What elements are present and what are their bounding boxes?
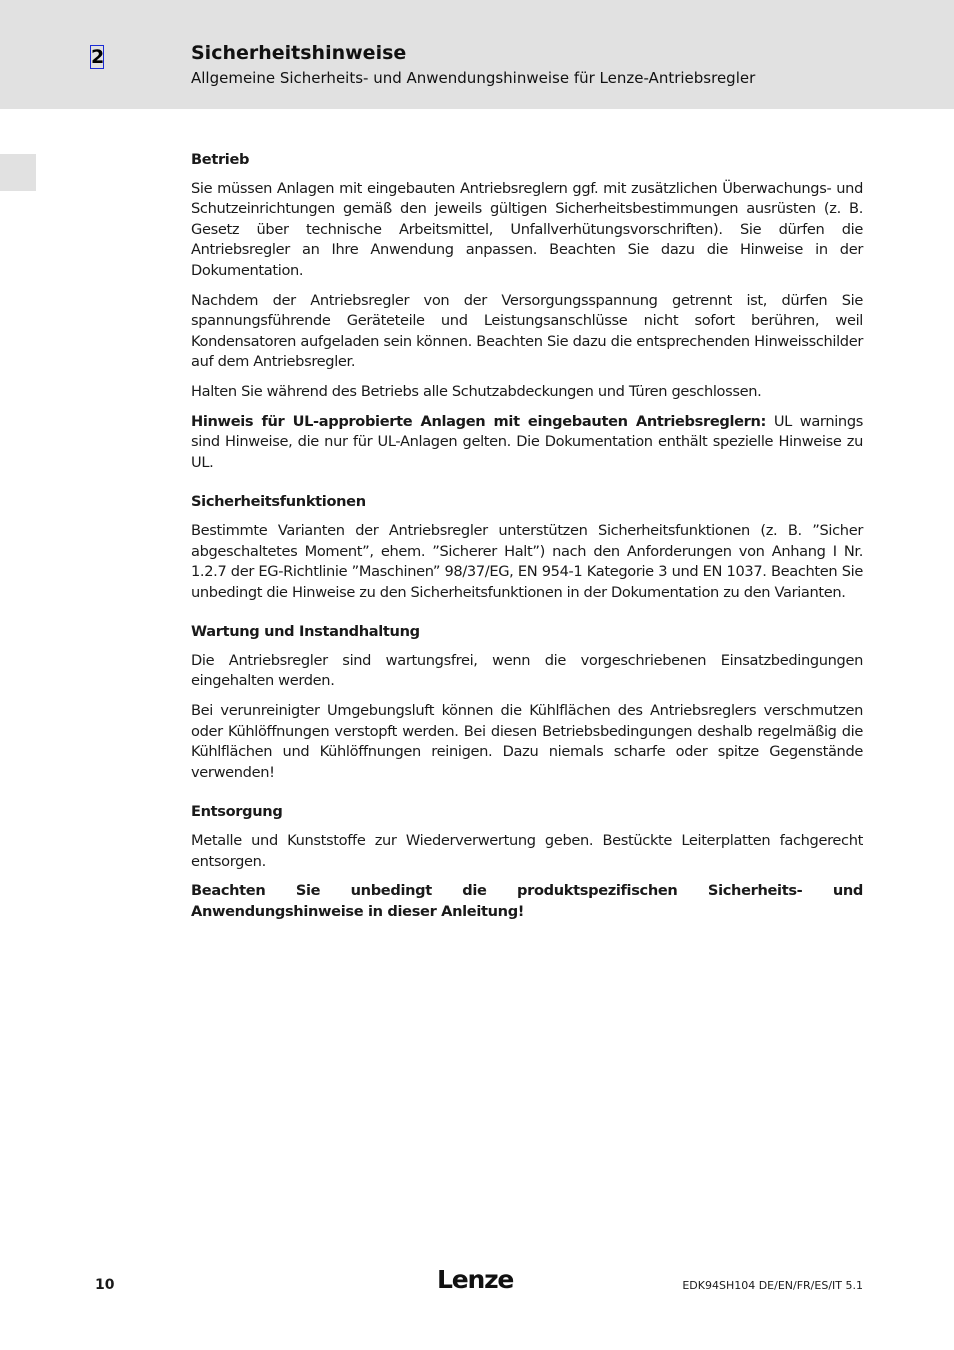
lenze-logo: Lenze	[437, 1265, 514, 1294]
section-heading: Sicherheitsfunktionen	[191, 493, 366, 511]
section-wartung	[191, 622, 863, 783]
paragraph: Metalle und Kunststoffe zur Wiederverwertung geben. Bestückte Leiterplatten fachgerecht entsorgen.	[191, 832, 863, 870]
section-heading: Betrieb	[191, 151, 250, 168]
side-tab-marker	[0, 154, 36, 191]
paragraph-ul-note	[191, 412, 863, 474]
paragraph: Die Antriebsregler sind wartungsfrei, wenn die vorgeschriebenen Einsatzbedingungen eingehalten werden.	[191, 651, 863, 690]
paragraph: Bei verunreinigter Umgebungsluft können die Kühlflächen des Antriebsreglers verschmutzen oder Kühlöffnungen verstopft werden. Bei diesen Betriebsbedingungen deshalb regelmäßig die Kühlflächen und Kühlöffnungen reinigen. Dazu niemals scharfe oder spitze Gegenstände verwenden!	[191, 702, 863, 781]
paragraph: Sie müssen Anlagen mit eingebauten Antriebsreglern ggf. mit zusätzlichen Überwachungs- und Schutzeinrichtungen gemäß den jeweils gültigen Sicherheitsbestimmungen ausrüsten (z. B. Gesetz über technische Arbeitsmittel, Unfallverhütungsvorschriften). Sie dürfen die Antriebsregler an Ihre Anwendung anpassen. Beachten Sie dazu die Hinweise in der Dokumentation.	[191, 179, 863, 279]
section-sicherheitsfunktionen	[191, 492, 863, 603]
main-content	[191, 150, 863, 941]
ul-note-label: Hinweis für UL-approbierte Anlagen mit eingebauten Antriebsreglern:	[191, 412, 767, 430]
section-heading: Wartung und Instandhaltung	[191, 623, 420, 641]
chapter-number[interactable]: 2	[91, 46, 105, 68]
page-title: Sicherheitshinweise	[191, 42, 407, 64]
paragraph-emphasis: Beachten Sie unbedingt die produktspezifischen Sicherheits- und Anwendungshinweise in dieser Anleitung!	[191, 882, 863, 920]
page-header	[0, 0, 954, 109]
section-entsorgung	[191, 802, 863, 922]
page-number: 10	[95, 1277, 115, 1293]
paragraph: Bestimmte Varianten der Antriebsregler unterstützen Sicherheitsfunktionen (z. B. ”Sicher abgeschaltetes Moment”, ehem. ”Sicherer Halt”) nach den Anforderungen von Anhang I Nr. 1.2.7 der EG-Richtlinie ”Maschinen” 98/37/EG, EN 954-1 Kategorie 3 und EN 1037. Beachten Sie unbedingt die Hinweise zu den Sicherheitsfunktionen in der Dokumentation zu den Varianten.	[191, 521, 863, 601]
document-id: EDK94SH104 DE/EN/FR/ES/IT 5.1	[682, 1279, 863, 1292]
page-subtitle: Allgemeine Sicherheits- und Anwendungshinweise für Lenze-Antriebsregler	[191, 69, 756, 87]
ul-note-text: UL warnings sind Hinweise, die nur für UL-Anlagen gelten. Die Dokumentation enthält spezielle Hinweise zu UL.	[191, 412, 863, 471]
paragraph: Nachdem der Antriebsregler von der Versorgungsspannung getrennt ist, dürfen Sie spannungsführende Geräteteile und Leistungsanschlüsse nicht sofort berühren, weil Kondensatoren aufgeladen sein können. Beachten Sie dazu die entsprechenden Hinweisschilder auf dem Antriebsregler.	[191, 291, 863, 371]
paragraph: Halten Sie während des Betriebs alle Schutzabdeckungen und Türen geschlossen.	[191, 382, 762, 400]
section-betrieb	[191, 150, 863, 473]
section-heading: Entsorgung	[191, 803, 283, 821]
